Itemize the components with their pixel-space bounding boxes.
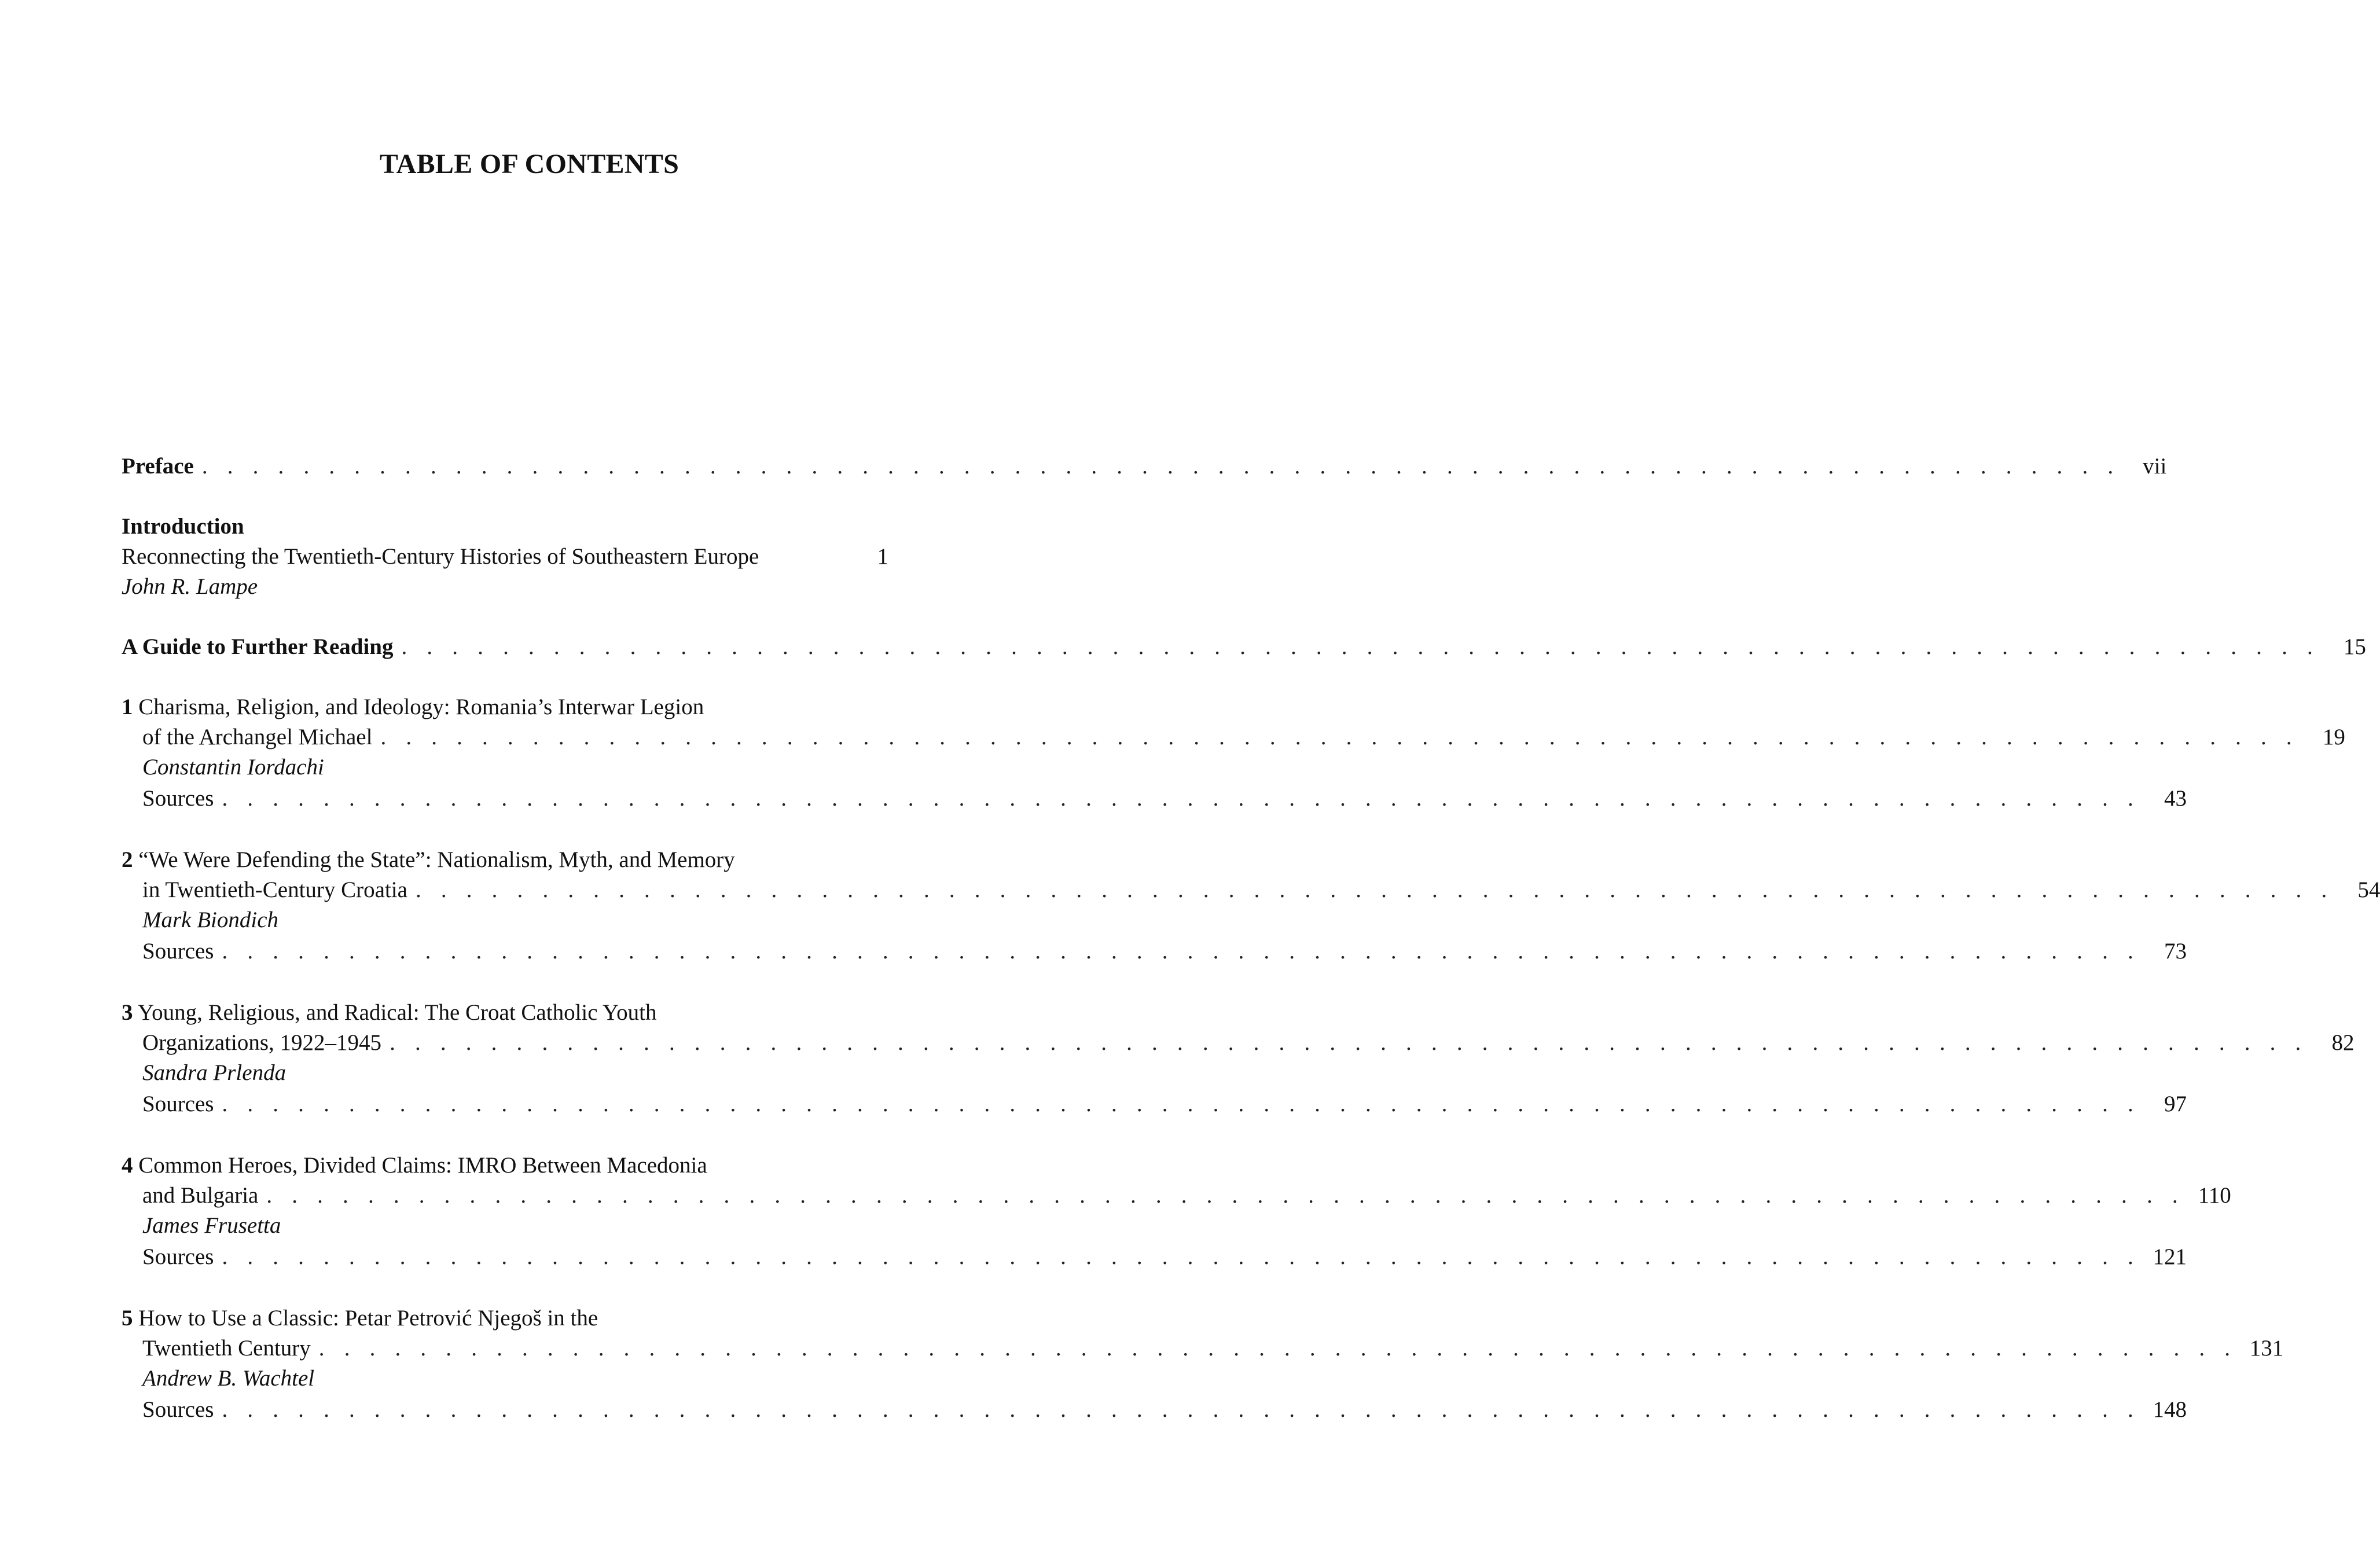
chapter-title-continued: Twentieth Century <box>142 1336 311 1361</box>
toc-page-number: 19 <box>2322 725 2345 749</box>
toc-page-number: 43 <box>2164 786 2187 811</box>
chapter-title: Common Heroes, Divided Claims: IMRO Between Macedonia <box>138 1153 707 1178</box>
toc-entry-sources[interactable] <box>122 1088 2187 1120</box>
toc-entry-sources[interactable] <box>122 782 2187 815</box>
dot-leader: . . . . . . . . . . . . . . . . . . . . . . . . . . . . . . . . . . . . . . . . . . . . . . . . . . . . . . . . . . . . . . . . . . . . . . . . . . . . <box>380 725 2299 749</box>
toc-page-number: 121 <box>2153 1244 2187 1269</box>
toc-entry-chapter[interactable] <box>122 1028 2355 1058</box>
toc-page-number: 148 <box>2153 1397 2187 1422</box>
page-title: TABLE OF CONTENTS <box>379 149 680 180</box>
toc-chapter-title-line[interactable] <box>122 845 888 875</box>
chapter-title-continued: in Twentieth-Century Croatia <box>142 877 407 902</box>
toc-chapter-title-line[interactable] <box>122 1151 888 1181</box>
toc-section-heading: Introduction <box>122 514 244 539</box>
toc-entry-chapter[interactable] <box>122 1181 2231 1211</box>
sources-label: Sources <box>142 786 214 811</box>
toc-author-line <box>122 1364 888 1394</box>
toc-page-number: 15 <box>2343 634 2366 659</box>
toc-page-number: 54 <box>2357 877 2380 902</box>
chapter-number: 5 <box>122 1306 133 1331</box>
toc-entry-preface[interactable] <box>122 451 2167 482</box>
toc-author-line <box>122 572 888 602</box>
toc-entry-sources[interactable] <box>122 1394 2187 1426</box>
toc-author-line <box>122 752 888 782</box>
chapter-title: How to Use a Classic: Petar Petrović Njegoš in the <box>138 1306 598 1331</box>
chapter-title: Charisma, Religion, and Ideology: Romania’s Interwar Legion <box>138 695 704 719</box>
toc-heading-introduction <box>122 512 888 542</box>
dot-leader: . . . . . . . . . . . . . . . . . . . . . . . . . . . . . . . . . . . . . . . . . . . . . . . . . . . . . . . . . . . . . . . . . . . . . . . . . . . . <box>222 1092 2140 1116</box>
dot-leader: . . . . . . . . . . . . . . . . . . . . . . . . . . . . . . . . . . . . . . . . . . . . . . . . . . . . . . . . . . . . . . . . . . . . . . . . . . . . <box>222 1397 2140 1422</box>
table-of-contents <box>122 451 2380 1426</box>
sources-label: Sources <box>142 1092 214 1116</box>
toc-chapter-title-line[interactable] <box>122 692 888 722</box>
toc-author: Andrew B. Wachtel <box>142 1366 315 1391</box>
sources-label: Sources <box>142 1397 214 1422</box>
toc-page-number: 97 <box>2164 1092 2187 1116</box>
toc-author: Constantin Iordachi <box>142 755 324 780</box>
toc-chapter-5 <box>122 1303 2284 1426</box>
chapter-title: “We Were Defending the State”: Nationalism, Myth, and Memory <box>138 847 735 872</box>
toc-chapter-3 <box>122 998 2355 1120</box>
toc-page-number: 110 <box>2198 1183 2231 1208</box>
toc-author-line <box>122 905 888 935</box>
chapter-title: Young, Religious, and Radical: The Croat Catholic Youth <box>137 1000 657 1025</box>
toc-author: Mark Biondich <box>142 907 279 932</box>
dot-leader: . . . . . . . . . . . . . . . . . . . . . . . . . . . . . . . . . . . . . . . . . . . . . . . . . . . . . . . . . . . . . . . . . . . . . . . . . . . . <box>222 939 2140 964</box>
toc-author: Sandra Prlenda <box>142 1060 287 1085</box>
dot-leader: . . . . . . . . . . . . . . . . . . . . . . . . . . . . . . . . . . . . . . . . . . . . . . . . . . . . . . . . . . . . . . . . . . . . . . . . . . . . <box>318 1336 2238 1361</box>
chapter-number: 2 <box>122 847 133 872</box>
dot-leader: . . . . . . . . . . . . . . . . . . . . . . . . . . . . . . . . . . . . . . . . . . . . . . . . . . . . . . . . . . . . . . . . . . . . . . . . . . . . <box>201 454 2121 479</box>
toc-chapter-4 <box>122 1151 2231 1273</box>
toc-entry-label: A Guide to Further Reading <box>122 634 394 659</box>
toc-page-number: vii <box>2143 454 2167 479</box>
toc-entry-guide[interactable] <box>122 632 2366 662</box>
dot-leader: . . . . . . . . . . . . . . . . . . . . . . . . . . . . . . . . . . . . . . . . . . . . . . . . . . . . . . . . . . . . . . . . . . . . . . . . . . . . <box>222 1244 2140 1269</box>
toc-page-number: 73 <box>2164 939 2187 964</box>
chapter-title-continued: Organizations, 1922–1945 <box>142 1030 382 1055</box>
toc-chapter-title-line[interactable] <box>122 1303 888 1333</box>
sources-label: Sources <box>142 939 214 964</box>
toc-entry-sources[interactable] <box>122 935 2187 968</box>
dot-leader: . . . . . . . . . . . . . . . . . . . . . . . . . . . . . . . . . . . . . . . . . . . . . . . . . . . . . . . . . . . . . . . . . . . . . . . . . . . . <box>266 1183 2185 1208</box>
toc-chapter-1 <box>122 692 2345 815</box>
dot-leader: . . . . . . . . . . . . . . . . . . . . . . . . . . . . . . . . . . . . . . . . . . . . . . . . . . . . . . . . . . . . . . . . . . . . . . . . . . . . <box>415 877 2334 902</box>
toc-chapter-2 <box>122 845 2380 968</box>
toc-entry-label: Preface <box>122 454 194 479</box>
toc-entry-title: Reconnecting the Twentieth-Century Histories of Southeastern Europe <box>122 544 759 569</box>
dot-leader: . . . . . . . . . . . . . . . . . . . . . . . . . . . . . . . . . . . . . . . . . . . . . . . . . . . . . . . . . . . . . . . . . . . . . . . . . . . . <box>222 786 2140 811</box>
toc-entry-chapter[interactable] <box>122 722 2345 752</box>
toc-author-line <box>122 1211 888 1241</box>
chapter-title-continued: and Bulgaria <box>142 1183 259 1208</box>
dot-leader: . . . . . . . . . . . . . . . . . . . . . . . . . . . . . . . . . . . . . . . . . . . . . . . . . . . . . . . . . . . . . . . . . . . . . . . . . . . . <box>390 1030 2308 1055</box>
chapter-number: 3 <box>122 1000 133 1025</box>
toc-entry-chapter[interactable] <box>122 1333 2284 1364</box>
toc-chapter-title-line[interactable] <box>122 998 888 1028</box>
toc-entry-sources[interactable] <box>122 1241 2187 1273</box>
toc-page-number: 1 <box>877 544 888 569</box>
toc-author: James Frusetta <box>142 1213 281 1238</box>
toc-entry-chapter[interactable] <box>122 875 2380 905</box>
chapter-title-continued: of the Archangel Michael <box>142 725 373 749</box>
chapter-number: 1 <box>122 695 133 719</box>
toc-entry-introduction[interactable] <box>122 542 888 572</box>
toc-page-number: 82 <box>2331 1030 2355 1055</box>
toc-author: John R. Lampe <box>122 574 258 599</box>
toc-page-number: 131 <box>2249 1336 2284 1361</box>
sources-label: Sources <box>142 1244 214 1269</box>
toc-author-line <box>122 1058 888 1088</box>
dot-leader: . . . . . . . . . . . . . . . . . . . . . . . . . . . . . . . . . . . . . . . . . . . . . . . . . . . . . . . . . . . . . . . . . . . . . . . . . . . . <box>401 634 2320 659</box>
chapter-number: 4 <box>122 1153 133 1178</box>
